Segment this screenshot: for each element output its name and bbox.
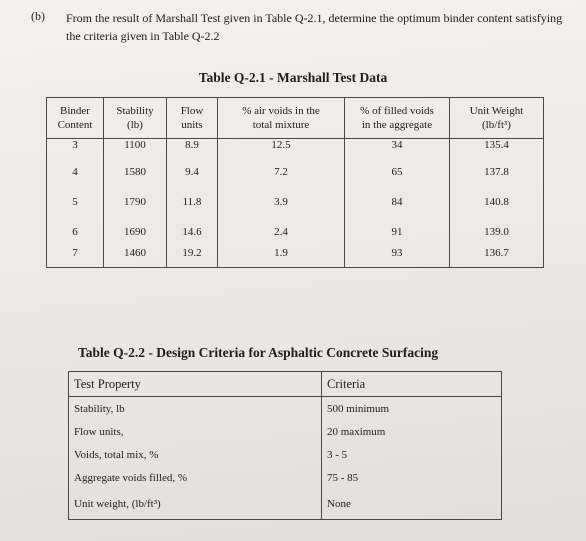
- cell-air-voids: 12.5: [218, 139, 345, 158]
- table-row: [69, 420, 502, 443]
- cell-criteria: 500 minimum: [322, 397, 502, 421]
- cell-filled-voids: 84: [345, 187, 450, 217]
- cell-flow: 19.2: [167, 247, 218, 268]
- cell-stability: 1690: [104, 217, 167, 247]
- design-criteria-table: [68, 371, 502, 520]
- table1-header-row: [47, 98, 544, 139]
- header-test-property: Test Property: [69, 372, 322, 397]
- cell-test-property: Stability, lb: [69, 397, 322, 421]
- cell-filled-voids: 34: [345, 139, 450, 158]
- cell-unit-weight: 139.0: [450, 217, 544, 247]
- header-unit-weight: Unit Weight (lb/ft³): [450, 98, 544, 139]
- table2-title: Table Q-2.2 - Design Criteria for Asphaltic Concrete Surfacing: [78, 345, 439, 360]
- cell-criteria: 3 - 5: [322, 443, 502, 466]
- cell-air-voids: 1.9: [218, 247, 345, 268]
- cell-test-property: Aggregate voids filled, %: [69, 466, 322, 489]
- cell-binder: 6: [47, 217, 104, 247]
- table-row: [69, 443, 502, 466]
- header-criteria: Criteria: [322, 372, 502, 397]
- cell-unit-weight: 140.8: [450, 187, 544, 217]
- table-row: [69, 397, 502, 421]
- table1-title: Table Q-2.1 - Marshall Test Data: [198, 70, 388, 85]
- cell-test-property: Voids, total mix, %: [69, 443, 322, 466]
- table-row: [69, 466, 502, 489]
- cell-filled-voids: 65: [345, 157, 450, 187]
- cell-air-voids: 2.4: [218, 217, 345, 247]
- table-row: [47, 157, 544, 187]
- cell-flow: 8.9: [167, 139, 218, 158]
- table-row: [47, 139, 544, 158]
- cell-air-voids: 7.2: [218, 157, 345, 187]
- cell-stability: 1100: [104, 139, 167, 158]
- cell-test-property: Flow units,: [69, 420, 322, 443]
- table-row: [47, 247, 544, 268]
- header-flow: Flow units: [167, 98, 218, 139]
- question-text: From the result of Marshall Test given in Table Q-2.1, determine the optimum binder content satisfying the criteria given in Table Q-2.2: [66, 11, 563, 43]
- header-binder-content: Binder Content: [47, 98, 104, 139]
- cell-flow: 14.6: [167, 217, 218, 247]
- cell-binder: 5: [47, 187, 104, 217]
- cell-unit-weight: 135.4: [450, 139, 544, 158]
- marshall-test-data-table: [46, 97, 544, 268]
- cell-stability: 1790: [104, 187, 167, 217]
- table-row: [69, 489, 502, 520]
- cell-filled-voids: 93: [345, 247, 450, 268]
- cell-binder: 3: [47, 139, 104, 158]
- table2-header-row: [69, 372, 502, 397]
- cell-binder: 4: [47, 157, 104, 187]
- header-filled-voids: % of filled voids in the aggregate: [345, 98, 450, 139]
- cell-criteria: None: [322, 489, 502, 520]
- cell-air-voids: 3.9: [218, 187, 345, 217]
- cell-stability: 1460: [104, 247, 167, 268]
- cell-binder: 7: [47, 247, 104, 268]
- table-row: [47, 217, 544, 247]
- cell-test-property: Unit weight, (lb/ft³): [69, 489, 322, 520]
- cell-criteria: 20 maximum: [322, 420, 502, 443]
- table-row: [47, 187, 544, 217]
- question-label: (b): [31, 9, 45, 23]
- header-air-voids: % air voids in the total mixture: [218, 98, 345, 139]
- cell-filled-voids: 91: [345, 217, 450, 247]
- cell-flow: 11.8: [167, 187, 218, 217]
- header-stability: Stability (lb): [104, 98, 167, 139]
- cell-flow: 9.4: [167, 157, 218, 187]
- cell-unit-weight: 137.8: [450, 157, 544, 187]
- cell-stability: 1580: [104, 157, 167, 187]
- cell-criteria: 75 - 85: [322, 466, 502, 489]
- cell-unit-weight: 136.7: [450, 247, 544, 268]
